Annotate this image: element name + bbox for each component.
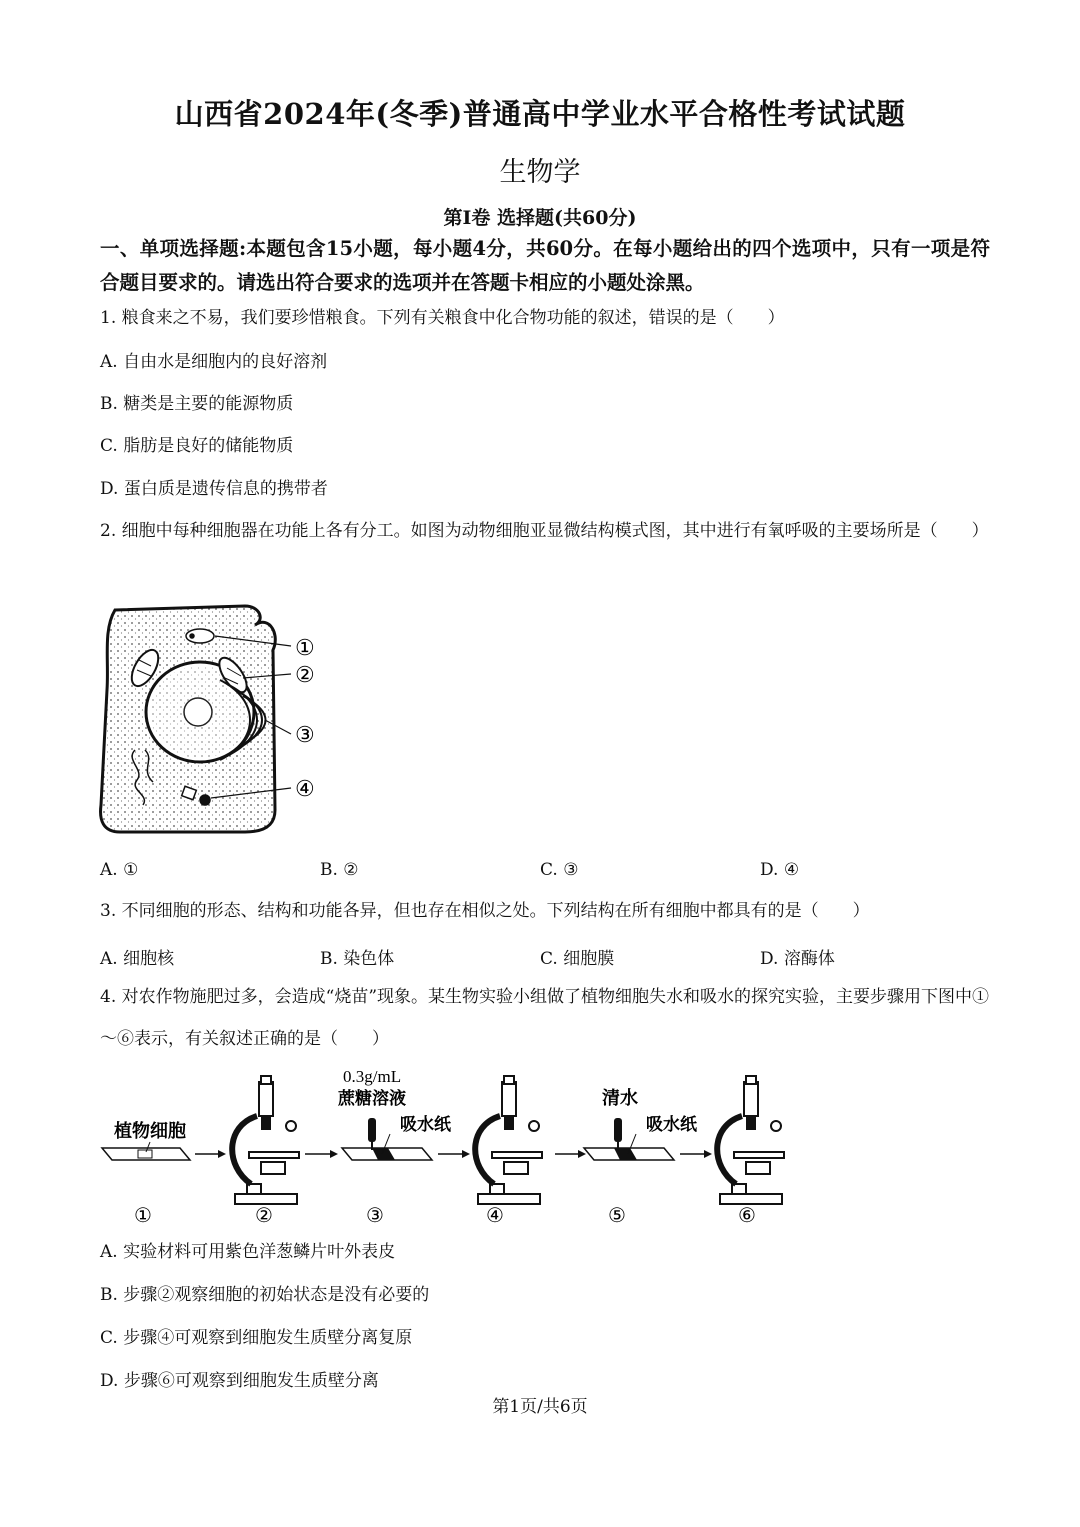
q2-option-a: A. ① [100, 860, 139, 880]
q1-option-d: D. 蛋白质是遗传信息的携带者 [100, 479, 328, 499]
q3-option-a: A. 细胞核 [100, 949, 175, 969]
microscope-step-2 [232, 1076, 299, 1204]
q1-option-b: B. 糖类是主要的能源物质 [100, 394, 294, 414]
water-label: 清水 [602, 1088, 638, 1109]
section-title: 第Ⅰ卷 选择题(共60分) [443, 207, 637, 229]
microscope-step-6 [717, 1076, 784, 1204]
step-label-6: ⑥ [738, 1205, 756, 1227]
q3-option-b: B. 染色体 [320, 949, 395, 969]
instructions: 一、单项选择题:本题包含15小题，每小题4分，共60分。在每小题给出的四个选项中，只有一项是符合题目要求的。请选出符合要求的选项并在答题卡相应的小题处涂黑。 [100, 237, 990, 294]
q1-option-a: A. 自由水是细胞内的良好溶剂 [100, 352, 328, 372]
q1-option-c: C. 脂肪是良好的储能物质 [100, 436, 294, 456]
step-label-4: ④ [486, 1205, 504, 1227]
q3-option-c: C. 细胞膜 [540, 949, 615, 969]
step-label-1: ① [134, 1205, 152, 1227]
step-label-2: ② [255, 1205, 273, 1227]
question-2-stem: 2. 细胞中每种细胞器在功能上各有分工。如图为动物细胞亚显微结构模式图，其中进行有氧呼吸的主要场所是（ ） [100, 521, 989, 541]
subject-title: 生物学 [499, 157, 581, 188]
q2-option-c: C. ③ [540, 860, 579, 880]
q3-option-d: D. 溶酶体 [760, 949, 835, 969]
sucrose-solution-label: 蔗糖溶液 [338, 1089, 406, 1109]
blotting-paper-label-1: 吸水纸 [400, 1115, 451, 1135]
question-1-stem: 1. 粮食来之不易，我们要珍惜粮食。下列有关粮食中化合物功能的叙述，错误的是（ ） [100, 308, 785, 328]
cell-label-2: ② [295, 662, 315, 687]
plant-cell-label: 植物细胞 [114, 1121, 186, 1142]
microscope-step-4 [475, 1076, 542, 1204]
page-footer: 第1页/共6页 [492, 1397, 588, 1417]
step-label-5: ⑤ [608, 1205, 626, 1227]
q2-option-b: B. ② [320, 860, 359, 880]
plasmolysis-experiment-diagram [100, 1062, 820, 1230]
q2-option-d: D. ④ [760, 860, 800, 880]
blotting-paper-label-2: 吸水纸 [646, 1115, 697, 1135]
question-4-stem: 4. 对农作物施肥过多，会造成“烧苗”现象。某生物实验小组做了植物细胞失水和吸水的探究实验，主要步骤用下图中①～⑥表示，有关叙述正确的是（ ） [100, 987, 990, 1049]
nucleolus [184, 698, 212, 726]
q4-option-a: A. 实验材料可用紫色洋葱鳞片叶外表皮 [100, 1242, 396, 1262]
q4-option-b: B. 步骤②观察细胞的初始状态是没有必要的 [100, 1285, 430, 1305]
exam-title: 山西省2024年(冬季)普通高中学业水平合格性考试试题 [174, 97, 906, 131]
cell-label-4: ④ [295, 776, 315, 801]
cell-label-3: ③ [295, 722, 315, 747]
step-1-slide [102, 1148, 190, 1160]
question-3-stem: 3. 不同细胞的形态、结构和功能各异，但也存在相似之处。下列结构在所有细胞中都具有的是（ ） [100, 901, 870, 921]
q4-option-d: D. 步骤⑥可观察到细胞发生质壁分离 [100, 1371, 379, 1391]
organelle-1 [186, 629, 214, 643]
q3-options-row [100, 944, 980, 969]
sucrose-concentration-label: 0.3g/mL [343, 1067, 402, 1086]
q2-options-row [100, 860, 980, 880]
step-label-3: ③ [366, 1205, 384, 1227]
q4-option-c: C. 步骤④可观察到细胞发生质壁分离复原 [100, 1328, 413, 1348]
cell-label-1: ① [295, 635, 315, 660]
animal-cell-diagram [95, 600, 345, 840]
